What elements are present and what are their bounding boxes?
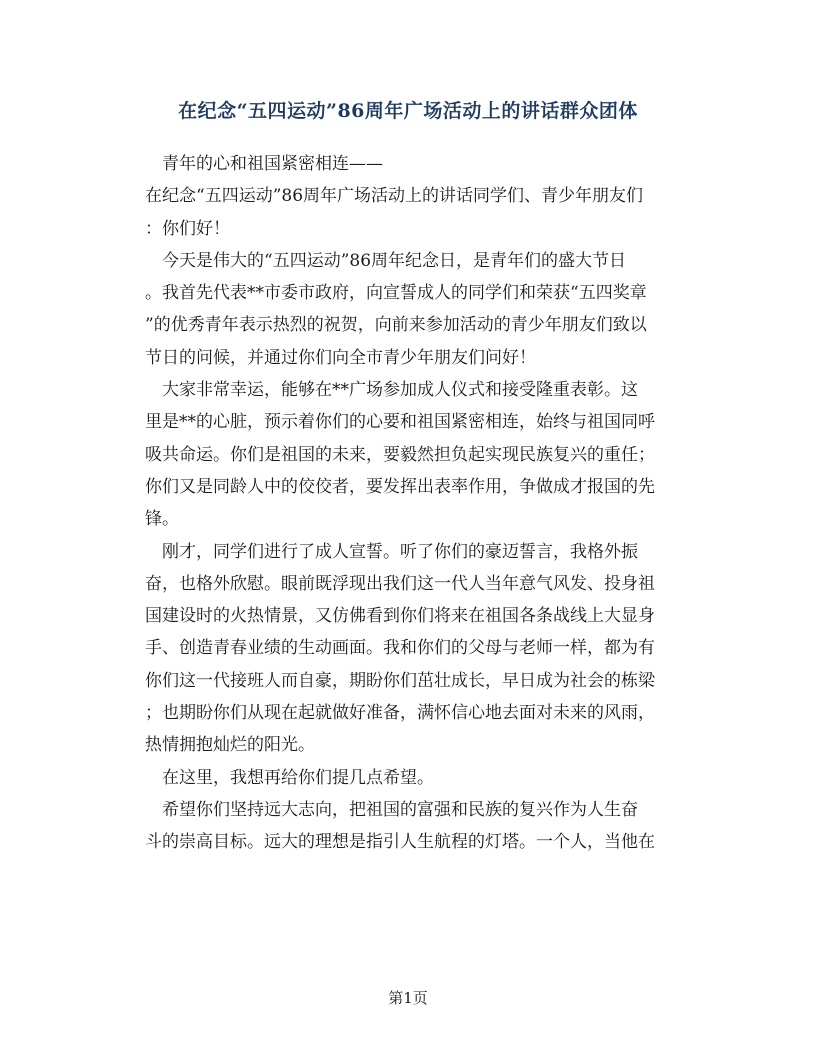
text-line: ；也期盼你们从现在起就做好准备，满怀信心地去面对未来的风雨， bbox=[145, 703, 655, 724]
text-line: 在这里，我想再给你们提几点希望。 bbox=[162, 767, 434, 788]
text-line: 热情拥抱灿烂的阳光。 bbox=[145, 735, 315, 756]
text-line: ”的优秀青年表示热烈的祝贺，向前来参加活动的青少年朋友们致以 bbox=[145, 315, 647, 336]
text-line: 刚才，同学们进行了成人宣誓。听了你们的豪迈誓言，我格外振 bbox=[162, 541, 638, 562]
text-line: 今天是伟大的“五四运动”86周年纪念日，是青年们的盛大节日 bbox=[162, 250, 627, 271]
text-line: 大家非常幸运，能够在**广场参加成人仪式和接受隆重表彰。这 bbox=[162, 380, 638, 401]
text-line: 希望你们坚持远大志向，把祖国的富强和民族的复兴作为人生奋 bbox=[162, 799, 638, 820]
text-line: 锋。 bbox=[145, 509, 179, 530]
text-line: 在纪念“五四运动”86周年广场活动上的讲话同学们、青少年朋友们 bbox=[145, 186, 644, 207]
text-line: ：你们好！ bbox=[145, 218, 230, 239]
document-body bbox=[145, 148, 685, 859]
text-line: 斗的崇高目标。远大的理想是指引人生航程的灯塔。一个人，当他在 bbox=[145, 832, 655, 853]
text-line: 手、创造青春业绩的生动画面。我和你们的父母与老师一样，都为有 bbox=[145, 638, 655, 659]
text-line: 奋，也格外欣慰。眼前既浮现出我们这一代人当年意气风发、投身祖 bbox=[145, 573, 655, 594]
text-line: 国建设时的火热情景，又仿佛看到你们将来在祖国各条战线上大显身 bbox=[145, 606, 655, 627]
page-number: 第1页 bbox=[388, 989, 428, 1007]
text-line: 你们这一代接班人而自豪，期盼你们茁壮成长，早日成为社会的栋梁 bbox=[145, 670, 655, 691]
text-line: 。我首先代表**市委市政府，向宣誓成人的同学们和荣获“五四奖章 bbox=[145, 283, 647, 304]
text-line: 吸共命运。你们是祖国的未来，要毅然担负起实现民族复兴的重任； bbox=[145, 444, 655, 465]
text-line: 里是**的心脏，预示着你们的心要和祖国紧密相连，始终与祖国同呼 bbox=[145, 412, 655, 433]
document-title: 在纪念“五四运动”86周年广场活动上的讲话群众团体 bbox=[178, 100, 638, 122]
text-line: 青年的心和祖国紧密相连—— bbox=[162, 154, 383, 174]
text-line: 节日的问候，并通过你们向全市青少年朋友们问好！ bbox=[145, 347, 536, 368]
text-line: 你们又是同龄人中的佼佼者，要发挥出表率作用，争做成才报国的先 bbox=[145, 476, 655, 497]
